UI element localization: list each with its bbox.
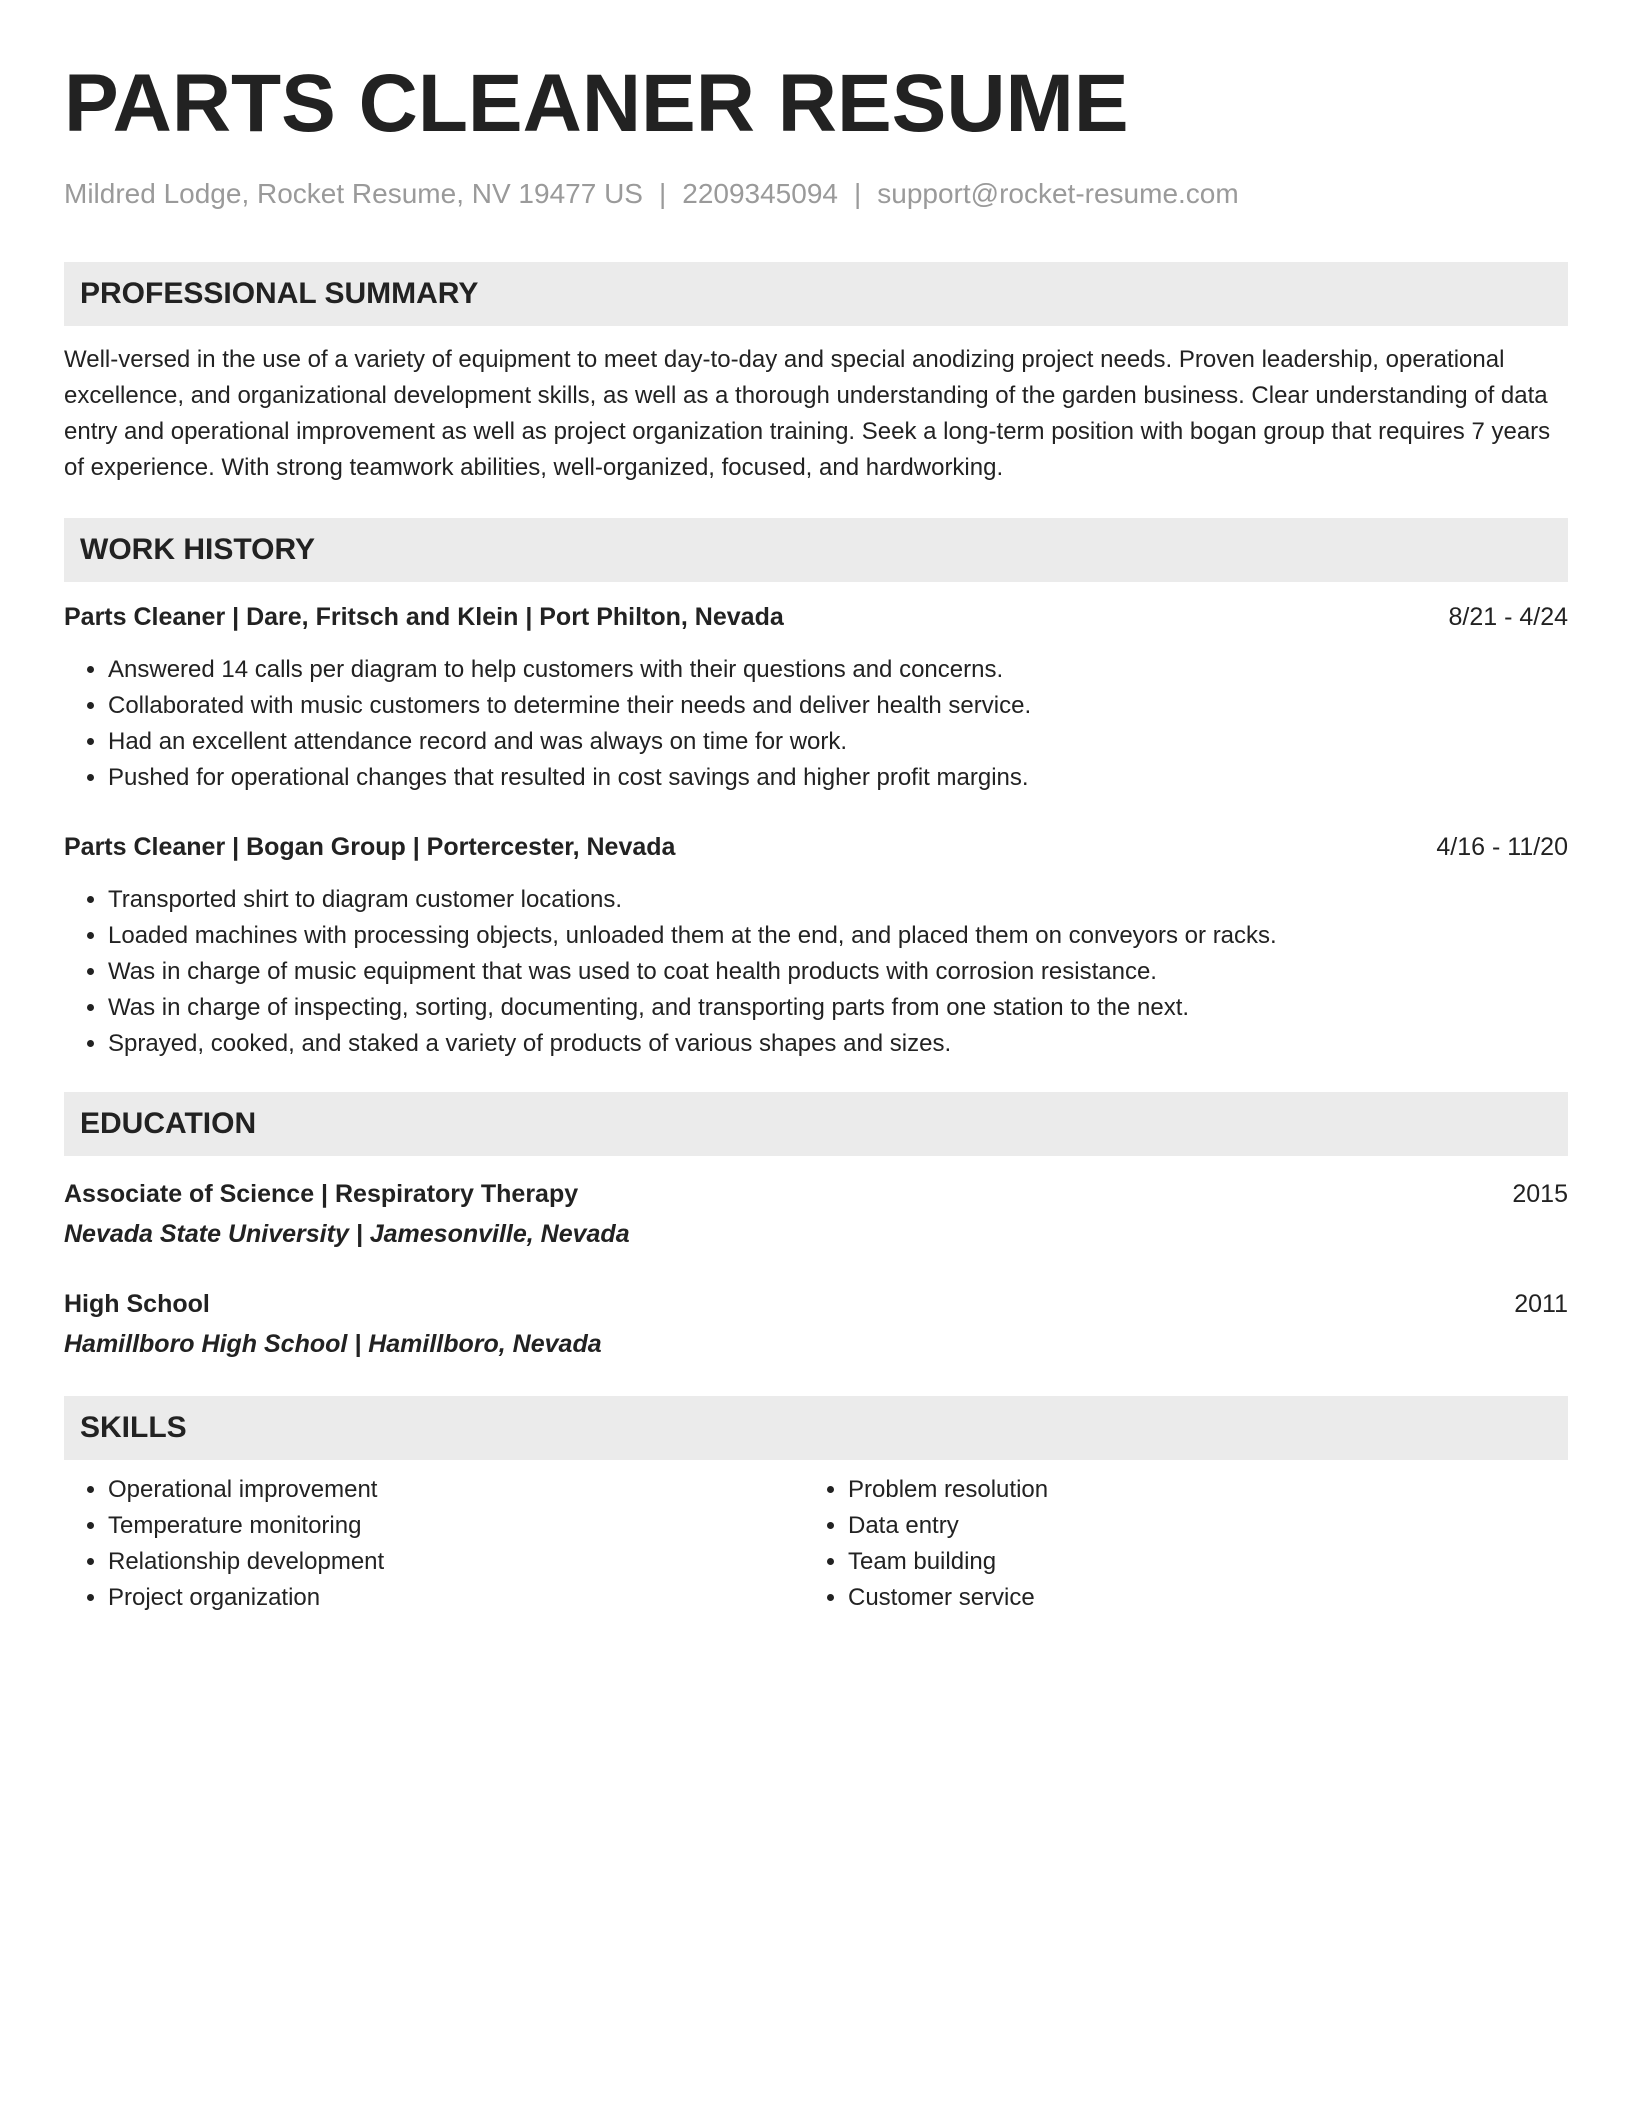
job-title: Parts Cleaner | Dare, Fritsch and Klein | Port Philton, Nevada [64, 603, 784, 631]
job-bullet: • Had an excellent attendance record and was always on time for work. [108, 724, 1568, 760]
job-bullet: • Pushed for operational changes that resulted in cost savings and higher profit margins. [108, 760, 1568, 796]
job-dates: 8/21 - 4/24 [1448, 603, 1568, 631]
job-bullet: • Transported shirt to diagram customer locations. [108, 882, 1568, 918]
job-bullet: • Collaborated with music customers to determine their needs and deliver health service. [108, 688, 1568, 724]
contact-phone: 2209345094 [682, 178, 838, 209]
education-entry [64, 1174, 1568, 1254]
education-entry [64, 1284, 1568, 1364]
education-year: 2011 [1514, 1290, 1568, 1318]
section-heading-education: EDUCATION [64, 1092, 1568, 1156]
job-bullet: • Loaded machines with processing objects, unloaded them at the end, and placed them on conveyors or racks. [108, 918, 1568, 954]
skill-item: • Temperature monitoring [108, 1508, 804, 1544]
job-header [64, 830, 1568, 864]
job-bullet-list [64, 882, 1568, 1062]
skills-column-right [804, 1472, 1544, 1616]
section-heading-work-history: WORK HISTORY [64, 518, 1568, 582]
job-entry [64, 600, 1568, 796]
contact-separator: | [658, 178, 667, 209]
job-title: Parts Cleaner | Bogan Group | Portercester, Nevada [64, 833, 676, 861]
skills-grid [64, 1472, 1568, 1616]
contact-line [64, 176, 1568, 212]
education-school: Hamillboro High School | Hamillboro, Nevada [64, 1330, 602, 1358]
education-degree: Associate of Science | Respiratory Therapy [64, 1180, 579, 1208]
education-degree: High School [64, 1290, 210, 1318]
skills-list [64, 1472, 804, 1616]
skill-item: • Operational improvement [108, 1472, 804, 1508]
skill-item: • Customer service [848, 1580, 1544, 1616]
job-bullet-list [64, 652, 1568, 796]
education-school: Nevada State University | Jamesonville, Nevada [64, 1220, 630, 1248]
skill-item: • Data entry [848, 1508, 1544, 1544]
skill-item: • Team building [848, 1544, 1544, 1580]
job-bullet: • Was in charge of music equipment that was used to coat health products with corrosion resistance. [108, 954, 1568, 990]
contact-email: support@rocket-resume.com [877, 178, 1239, 209]
job-bullet: • Answered 14 calls per diagram to help customers with their questions and concerns. [108, 652, 1568, 688]
skill-item: • Problem resolution [848, 1472, 1544, 1508]
skill-item: • Project organization [108, 1580, 804, 1616]
job-bullet: • Was in charge of inspecting, sorting, documenting, and transporting parts from one station to the next. [108, 990, 1568, 1026]
skills-column-left [64, 1472, 804, 1616]
education-year: 2015 [1512, 1180, 1568, 1208]
education-header [64, 1174, 1568, 1214]
skill-item: • Relationship development [108, 1544, 804, 1580]
section-heading-skills: SKILLS [64, 1396, 1568, 1460]
education-header [64, 1284, 1568, 1324]
skills-list [804, 1472, 1544, 1616]
job-entry [64, 830, 1568, 1062]
job-dates: 4/16 - 11/20 [1436, 833, 1568, 861]
resume-title: PARTS CLEANER RESUME [64, 58, 1129, 149]
summary-text: Well-versed in the use of a variety of equipment to meet day-to-day and special anodizing project needs. Proven leadership, operational excellence, and organizational development skills, as well as a thorough understanding of the garden business. Clear understanding of data entry and operational improvement as well as project organization training. Seek a long-term position with bogan group that requires 7 years of experience. With strong teamwork abilities, well-organized, focused, and hardworking. [64, 346, 1551, 481]
section-heading-summary: PROFESSIONAL SUMMARY [64, 262, 1568, 326]
job-header [64, 600, 1568, 634]
contact-address: Mildred Lodge, Rocket Resume, NV 19477 US [64, 178, 643, 209]
contact-separator: | [853, 178, 862, 209]
job-bullet: • Sprayed, cooked, and staked a variety of products of various shapes and sizes. [108, 1026, 1568, 1062]
